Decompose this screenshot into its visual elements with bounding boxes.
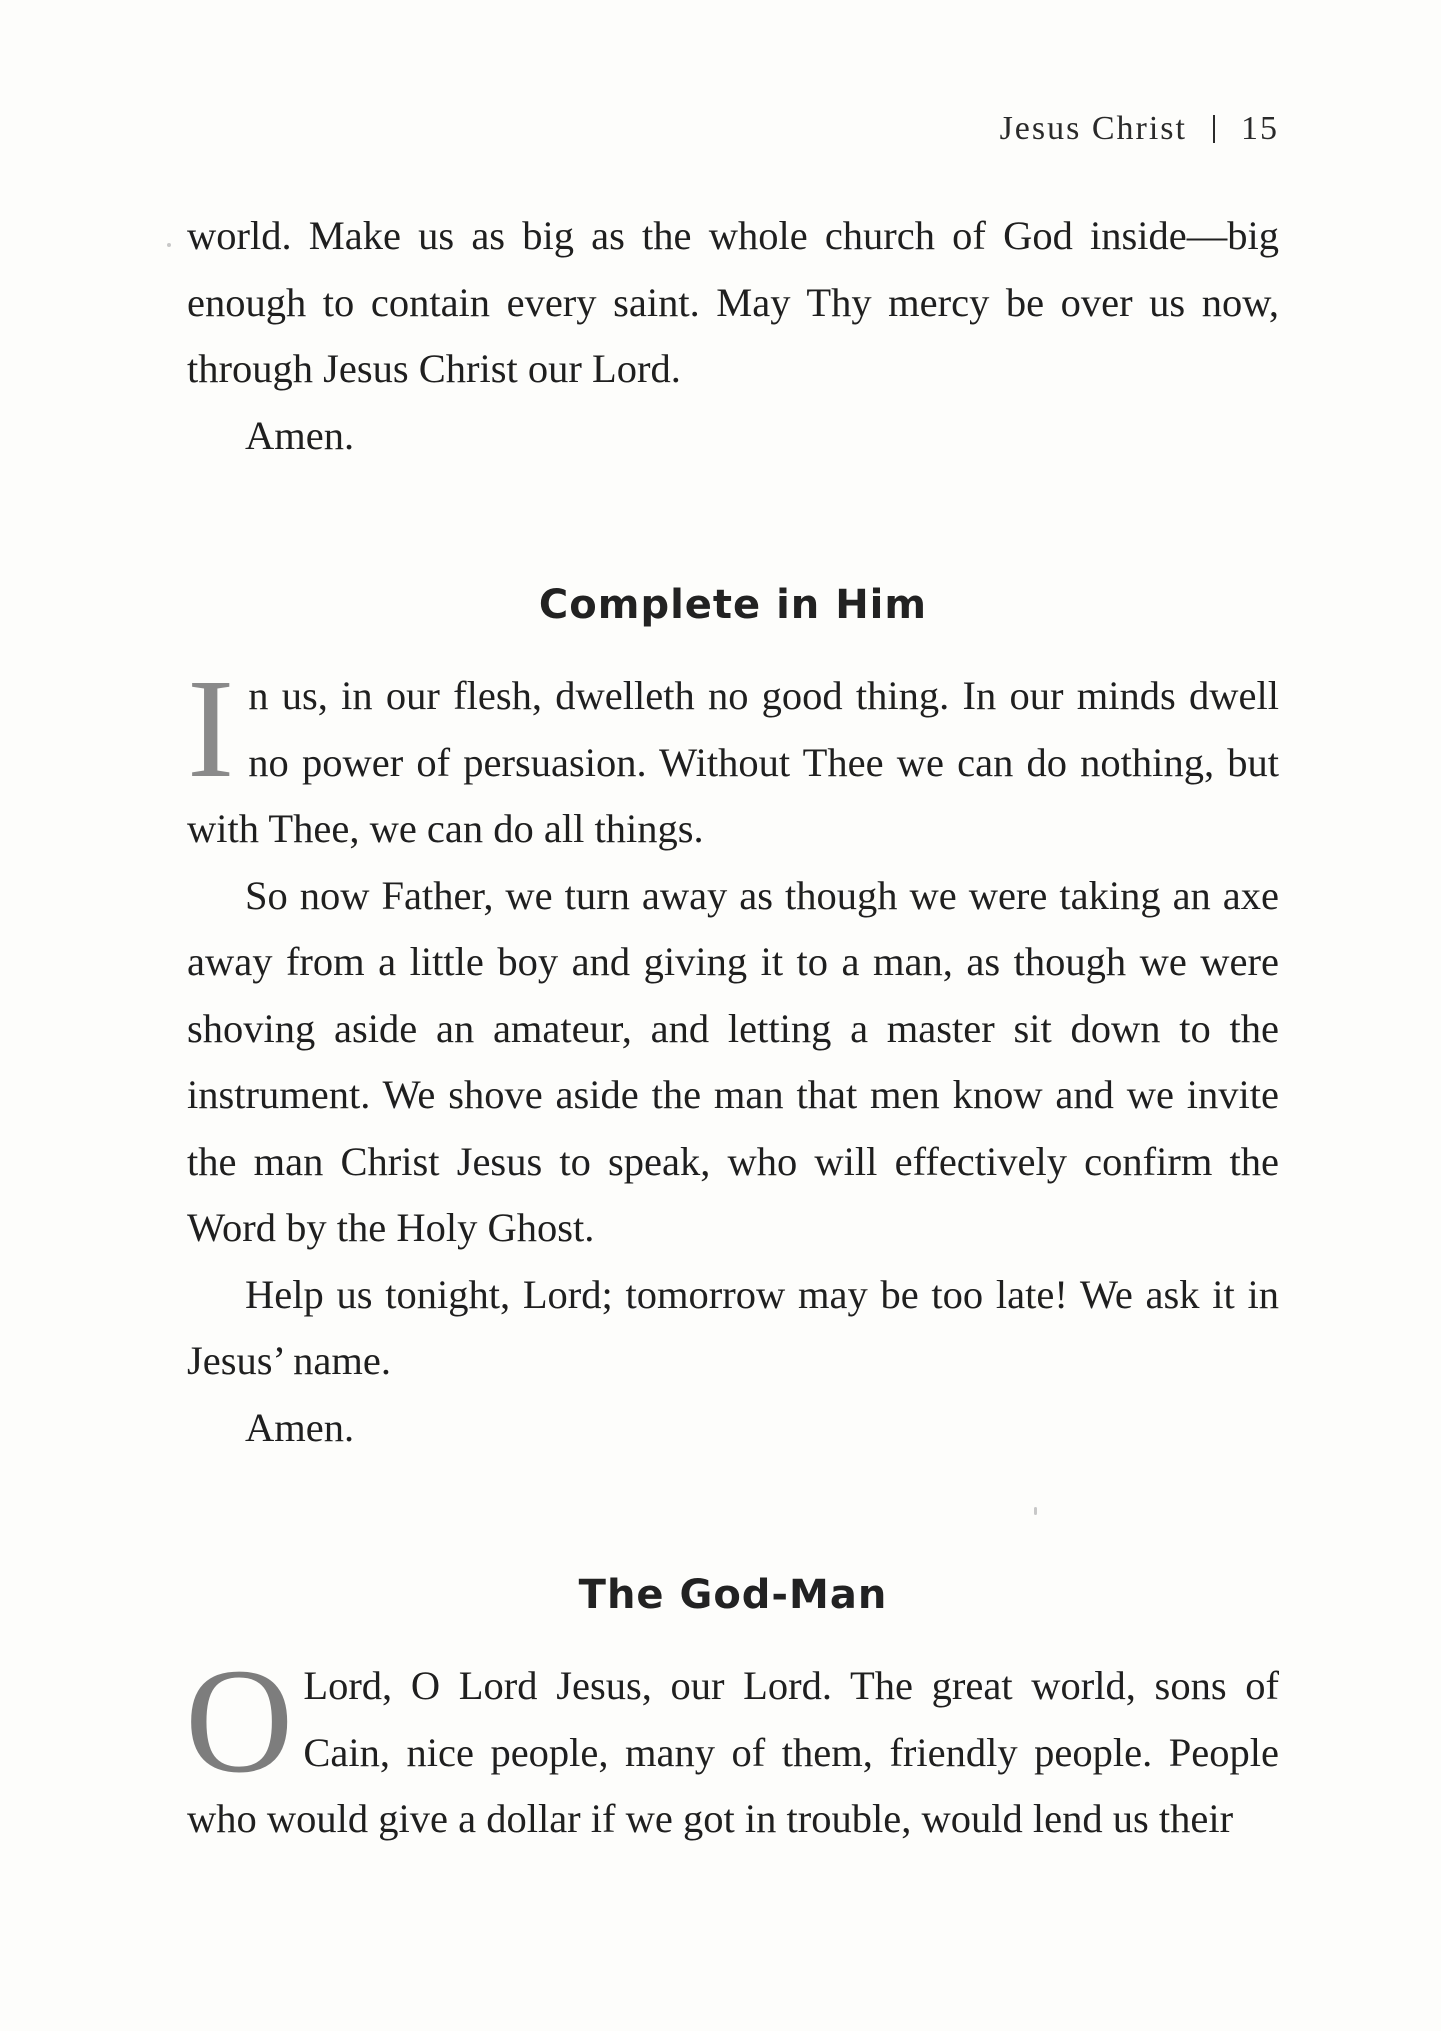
- running-head: [1000, 110, 1279, 148]
- drop-cap-letter: I: [187, 649, 235, 807]
- page-number: 15: [1241, 110, 1279, 147]
- paragraph: So now Father, we turn away as though we were taking an axe away from a little boy and giving it to a man, as though we were shoving aside an amateur, and letting a master sit down to the instrument. We shove aside the man that men know and we invite the man Christ Jesus to speak, who will effectively confirm the Word by the Holy Ghost.: [187, 872, 1279, 1250]
- paragraph-text: Lord, O Lord Jesus, our Lord. The great world, sons of Cain, nice people, many of them, friendly people. People who would give a dollar if we got in trouble, would lend us their: [187, 1663, 1279, 1841]
- paragraph: Help us tonight, Lord; tomorrow may be too late! We ask it in Jesus’ name.: [187, 1271, 1279, 1383]
- header-separator: [1213, 115, 1215, 143]
- scan-speck: [167, 243, 171, 247]
- section-god-man-body: [185, 1638, 1279, 1853]
- scan-speck: [1034, 1507, 1037, 1515]
- section-complete-in-him-body: [187, 649, 1279, 1461]
- continuation-text: [187, 203, 1279, 469]
- paragraph-amen: Amen.: [245, 412, 355, 458]
- paragraph-text: n us, in our flesh, dwelleth no good thing. In our minds dwell no power of persuasion. Without Thee we can do nothing, but with Thee, we can do all things.: [187, 673, 1279, 851]
- drop-cap-letter: O: [185, 1638, 294, 1804]
- running-title: Jesus Christ: [999, 110, 1187, 147]
- paragraph: [185, 1638, 1279, 1853]
- paragraph: world. Make us as big as the whole church of God inside—big enough to contain every saint. May Thy mercy be over us now, through Jesus Christ our Lord.: [187, 213, 1279, 391]
- section-title-complete-in-him: Complete in Him: [538, 582, 928, 628]
- paragraph-amen: Amen.: [245, 1404, 355, 1450]
- paragraph: [187, 649, 1279, 863]
- section-title-the-god-man: The God-Man: [578, 1572, 888, 1618]
